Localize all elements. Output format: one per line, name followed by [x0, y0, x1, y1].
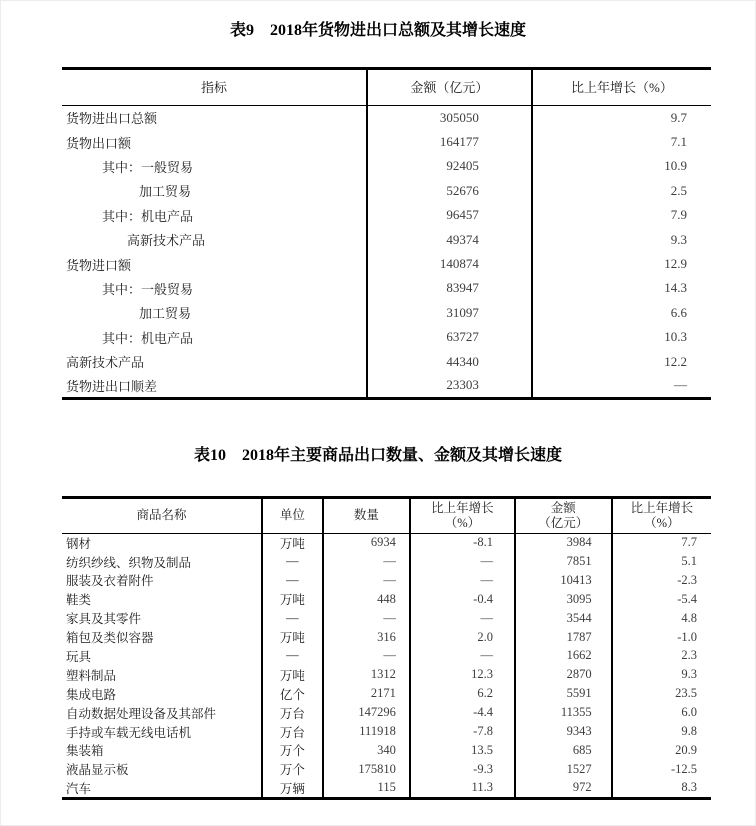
- unit-value: —: [262, 552, 323, 571]
- column-header: [367, 69, 532, 106]
- amount-value: 164177: [367, 130, 532, 154]
- commodity-name: 手持或车载无线电话机: [66, 725, 192, 740]
- quantity-growth-value: -0.4: [410, 590, 515, 609]
- commodity-name: 服装及衣着附件: [66, 574, 154, 589]
- quantity-growth-value: 6.2: [410, 684, 515, 703]
- amount-value: 2870: [515, 665, 612, 684]
- amount-growth-value: -1.0: [612, 628, 711, 647]
- commodity-name: 箱包及类似容器: [66, 631, 154, 646]
- table-row: [62, 227, 711, 251]
- quantity-value: 2171: [323, 684, 410, 703]
- growth-value: 2.5: [532, 179, 711, 203]
- column-header: [323, 497, 410, 533]
- amount-growth-value: 8.3: [612, 779, 711, 799]
- growth-value: 9.7: [532, 106, 711, 130]
- unit-value: 万辆: [262, 779, 323, 799]
- quantity-growth-value: 12.3: [410, 665, 515, 684]
- growth-value: 12.9: [532, 252, 711, 276]
- amount-value: 3544: [515, 609, 612, 628]
- indicator-label: 货物进出口顺差: [66, 378, 158, 394]
- amount-growth-value: -5.4: [612, 590, 711, 609]
- unit-value: —: [262, 571, 323, 590]
- amount-value: 3984: [515, 533, 612, 552]
- quantity-growth-value: —: [410, 647, 515, 666]
- unit-value: 万个: [262, 741, 323, 760]
- column-header: [262, 497, 323, 533]
- quantity-value: —: [323, 552, 410, 571]
- commodity-name: 钢材: [66, 536, 92, 551]
- amount-value: 7851: [515, 552, 612, 571]
- growth-value: —: [532, 374, 711, 398]
- commodity-name: 汽车: [66, 781, 92, 796]
- column-header: [612, 497, 711, 533]
- growth-value: 10.3: [532, 325, 711, 349]
- table9-body: [62, 106, 711, 399]
- commodity-name: 鞋类: [66, 593, 92, 608]
- table-row: [62, 179, 711, 203]
- amount-growth-value: 23.5: [612, 684, 711, 703]
- amount-value: 140874: [367, 252, 532, 276]
- amount-growth-value: 5.1: [612, 552, 711, 571]
- table-row: [62, 106, 711, 130]
- amount-value: 1527: [515, 760, 612, 779]
- header-row: [62, 497, 711, 533]
- table-row: [62, 349, 711, 373]
- table10-body: [62, 533, 711, 798]
- indicator-label: 高新技术产品: [127, 233, 206, 249]
- column-header: [515, 497, 612, 533]
- column-header-sublabel: （%）: [444, 515, 481, 530]
- commodity-name: 液晶显示板: [66, 763, 129, 778]
- quantity-value: 448: [323, 590, 410, 609]
- commodity-name: 玩具: [66, 649, 92, 664]
- column-header-label: 比上年增长: [630, 500, 694, 515]
- unit-value: 万个: [262, 760, 323, 779]
- table-row: [62, 203, 711, 227]
- unit-value: —: [262, 647, 323, 666]
- table-row: [62, 722, 711, 741]
- quantity-value: 1312: [323, 665, 410, 684]
- quantity-growth-value: -7.8: [410, 722, 515, 741]
- amount-growth-value: 6.0: [612, 703, 711, 722]
- amount-growth-value: 20.9: [612, 741, 711, 760]
- indicator-label: 加工贸易: [139, 306, 192, 322]
- amount-value: 44340: [367, 349, 532, 373]
- commodity-name: 集成电路: [66, 687, 117, 702]
- amount-value: 31097: [367, 301, 532, 325]
- commodity-name: 塑料制品: [66, 668, 117, 683]
- quantity-value: 316: [323, 628, 410, 647]
- column-header-label: 数量: [353, 508, 379, 523]
- amount-growth-value: 9.8: [612, 722, 711, 741]
- indicator-label: 货物进出口总额: [66, 111, 158, 127]
- quantity-value: 175810: [323, 760, 410, 779]
- table-row: [62, 325, 711, 349]
- growth-value: 7.9: [532, 203, 711, 227]
- table-row: [62, 590, 711, 609]
- quantity-value: 147296: [323, 703, 410, 722]
- indicator-label: 其中：机电产品: [102, 330, 194, 346]
- indicator-label: 其中：机电产品: [102, 208, 194, 224]
- table10-header: [62, 497, 711, 533]
- unit-value: 亿个: [262, 684, 323, 703]
- column-header: [62, 69, 367, 106]
- table-row: [62, 779, 711, 799]
- table-row: [62, 703, 711, 722]
- column-header-label: 金额: [550, 500, 576, 515]
- unit-value: 万吨: [262, 628, 323, 647]
- growth-value: 14.3: [532, 276, 711, 300]
- quantity-growth-value: —: [410, 552, 515, 571]
- amount-growth-value: 2.3: [612, 647, 711, 666]
- column-header-label: 指标: [201, 79, 228, 95]
- table-row: [62, 665, 711, 684]
- amount-value: 83947: [367, 276, 532, 300]
- commodity-name: 纺织纱线、织物及制品: [66, 555, 192, 570]
- table9-title: 表9 2018年货物进出口总额及其增长速度: [229, 22, 526, 39]
- amount-value: 3095: [515, 590, 612, 609]
- quantity-value: —: [323, 609, 410, 628]
- unit-value: 万吨: [262, 665, 323, 684]
- amount-value: 11355: [515, 703, 612, 722]
- table-row: [62, 609, 711, 628]
- indicator-label: 加工贸易: [139, 184, 192, 200]
- column-header: [62, 497, 262, 533]
- indicator-label: 其中：一般贸易: [102, 281, 194, 297]
- table-row: [62, 301, 711, 325]
- indicator-label: 货物进口额: [66, 257, 132, 273]
- column-header-label: 金额（亿元）: [410, 79, 489, 95]
- quantity-growth-value: -4.4: [410, 703, 515, 722]
- amount-value: 52676: [367, 179, 532, 203]
- table-row: [62, 252, 711, 276]
- quantity-value: 6934: [323, 533, 410, 552]
- amount-value: 1662: [515, 647, 612, 666]
- amount-value: 9343: [515, 722, 612, 741]
- quantity-value: —: [323, 647, 410, 666]
- growth-value: 10.9: [532, 154, 711, 178]
- quantity-growth-value: —: [410, 609, 515, 628]
- quantity-value: 111918: [323, 722, 410, 741]
- table-row: [62, 684, 711, 703]
- unit-value: —: [262, 609, 323, 628]
- table-row: [62, 741, 711, 760]
- amount-growth-value: 9.3: [612, 665, 711, 684]
- amount-value: 10413: [515, 571, 612, 590]
- unit-value: 万台: [262, 722, 323, 741]
- indicator-label: 其中：一般贸易: [102, 159, 194, 175]
- commodity-name: 集装箱: [66, 744, 104, 759]
- column-header-label: 商品名称: [136, 508, 187, 523]
- column-header-label: 比上年增长（%）: [571, 79, 673, 95]
- quantity-growth-value: -9.3: [410, 760, 515, 779]
- table-row: [62, 276, 711, 300]
- table-row: [62, 552, 711, 571]
- growth-value: 6.6: [532, 301, 711, 325]
- quantity-growth-value: —: [410, 571, 515, 590]
- quantity-growth-value: 13.5: [410, 741, 515, 760]
- table-row: [62, 374, 711, 398]
- amount-value: 23303: [367, 374, 532, 398]
- indicator-label: 高新技术产品: [66, 355, 145, 371]
- amount-growth-value: 7.7: [612, 533, 711, 552]
- indicator-label: 货物出口额: [66, 135, 132, 151]
- amount-value: 49374: [367, 227, 532, 251]
- column-header-sublabel: （%）: [644, 515, 680, 530]
- growth-value: 9.3: [532, 227, 711, 251]
- table10-main-export-commodities: [62, 496, 711, 800]
- commodity-name: 家具及其零件: [66, 612, 142, 627]
- amount-value: 92405: [367, 154, 532, 178]
- quantity-value: —: [323, 571, 410, 590]
- quantity-growth-value: 2.0: [410, 628, 515, 647]
- amount-value: 305050: [367, 106, 532, 130]
- unit-value: 万吨: [262, 533, 323, 552]
- amount-value: 96457: [367, 203, 532, 227]
- table9-goods-import-export: [62, 67, 711, 400]
- table-row: [62, 533, 711, 552]
- column-header: [410, 497, 515, 533]
- column-header-label: 单位: [279, 508, 305, 523]
- column-header-sublabel: （亿元）: [538, 515, 589, 530]
- table-row: [62, 571, 711, 590]
- quantity-value: 340: [323, 741, 410, 760]
- unit-value: 万台: [262, 703, 323, 722]
- amount-growth-value: 4.8: [612, 609, 711, 628]
- table-row: [62, 760, 711, 779]
- amount-value: 1787: [515, 628, 612, 647]
- column-header-label: 比上年增长: [431, 500, 494, 515]
- quantity-value: 115: [323, 779, 410, 799]
- growth-value: 12.2: [532, 349, 711, 373]
- commodity-name: 自动数据处理设备及其部件: [66, 706, 217, 721]
- amount-growth-value: -12.5: [612, 760, 711, 779]
- amount-value: 685: [515, 741, 612, 760]
- table9-header: [62, 69, 711, 106]
- quantity-growth-value: 11.3: [410, 779, 515, 799]
- table-row: [62, 130, 711, 154]
- header-row: [62, 69, 711, 106]
- amount-value: 972: [515, 779, 612, 799]
- amount-growth-value: -2.3: [612, 571, 711, 590]
- amount-value: 63727: [367, 325, 532, 349]
- growth-value: 7.1: [532, 130, 711, 154]
- amount-value: 5591: [515, 684, 612, 703]
- table-row: [62, 647, 711, 666]
- column-header: [532, 69, 711, 106]
- unit-value: 万吨: [262, 590, 323, 609]
- table-row: [62, 154, 711, 178]
- quantity-growth-value: -8.1: [410, 533, 515, 552]
- table-row: [62, 628, 711, 647]
- table10-title: 表10 2018年主要商品出口数量、金额及其增长速度: [193, 446, 562, 464]
